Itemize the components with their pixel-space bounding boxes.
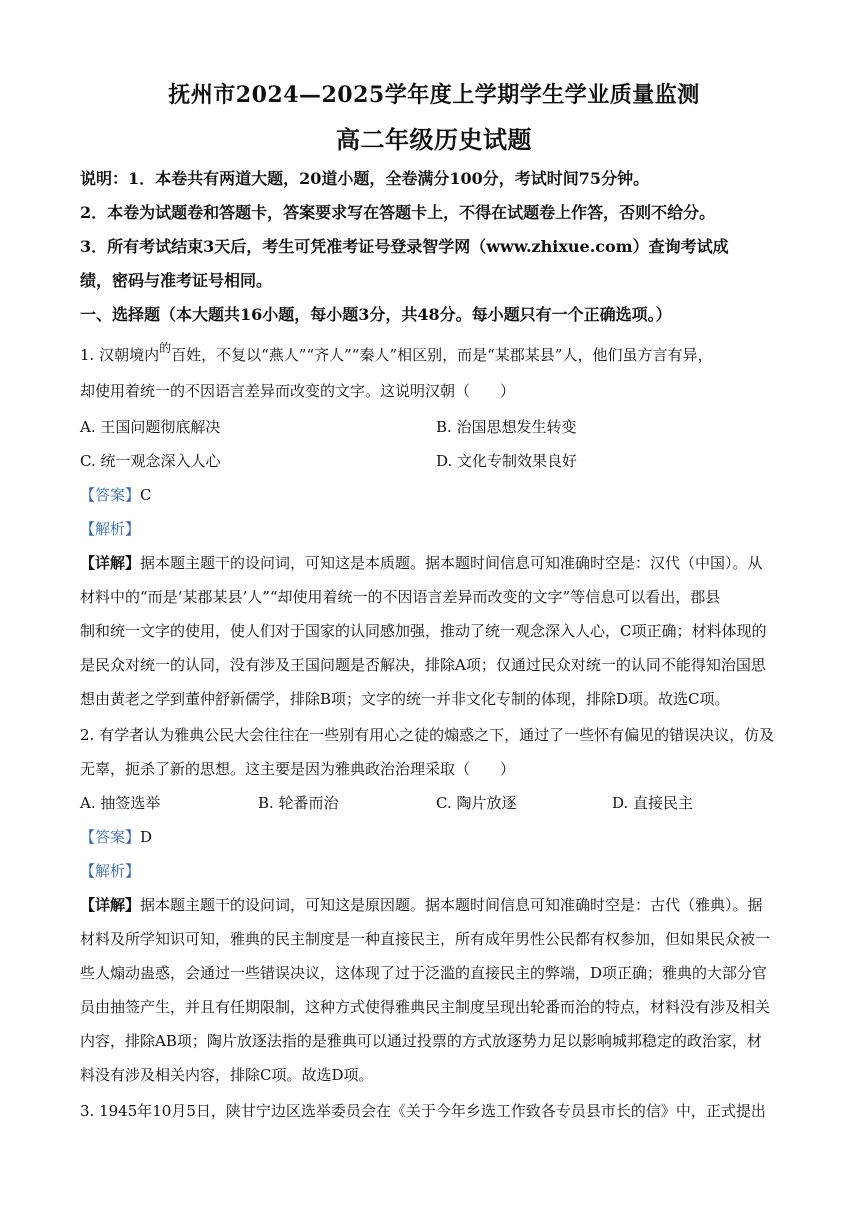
q1-detail-line4: 是民众对统一的认同，没有涉及王国问题是否解决，排除A项；仅通过民众对统一的认同不能得知治国思 xyxy=(80,656,766,674)
q1-option-a: A. 王国问题彻底解决 xyxy=(80,418,221,436)
q2-detail-line1 xyxy=(80,894,790,915)
q2-analysis-label: 【解析】 xyxy=(80,862,141,880)
q2-answer-value: D xyxy=(140,828,153,846)
q1-answer-value: C xyxy=(140,486,152,504)
q1-detail-text: 据本题主题干的设问词，可知这是本质题。据本题时间信息可知准确时空是：汉代（中国）。从 xyxy=(140,554,763,572)
section-heading: 一、选择题（本大题共16小题，每小题3分，共48分。每小题只有一个正确选项。） xyxy=(80,305,672,324)
q1-detail-line5: 想由黄老之学到董仲舒新儒学，排除B项；文字的统一并非文化专制的体现，排除D项。故选C项。 xyxy=(80,690,730,708)
note-3: 3．所有考试结束3天后，考生可凭准考证号登录智学网（www.zhixue.com）查询考试成 xyxy=(80,237,729,256)
note-4: 绩，密码与准考证号相同。 xyxy=(80,271,273,290)
q2-answer-label: 【答案】 xyxy=(80,828,141,846)
q1-detail-line2: 材料中的“而是‘某郡某县’人”“却使用着统一的不因语言差异而改变的文字”等信息可以看出，郡县 xyxy=(80,588,721,606)
q2-detail-text: 据本题主题干的设问词，可知这是原因题。据本题时间信息可知准确时空是：古代（雅典）。据 xyxy=(140,896,763,914)
q2-answer xyxy=(80,826,790,847)
note-1: 说明：1．本卷共有两道大题，20道小题，全卷满分100分，考试时间75分钟。 xyxy=(80,169,650,188)
q1-stem-line2: 却使用着统一的不因语言差异而改变的文字。这说明汉朝（ ） xyxy=(80,382,516,400)
q2-option-d: D. 直接民主 xyxy=(612,794,694,812)
q1-stem-part-a: 1. 汉朝境内 xyxy=(80,346,160,364)
exam-title: 抚州市2024—2025学年度上学期学生学业质量监测 xyxy=(168,82,700,108)
q2-detail-label: 【详解】 xyxy=(80,896,141,914)
q1-stem-line1 xyxy=(80,341,790,365)
q2-stem-line1: 2. 有学者认为雅典公民大会往往在一些别有用心之徒的煽惑之下，通过了一些怀有偏见的错误决议，仿及 xyxy=(80,726,775,744)
q1-detail-line3: 制和统一文字的使用，使人们对于国家的认同感加强，推动了统一观念深入人心，C项正确；材料体现的 xyxy=(80,622,767,640)
q2-analysis xyxy=(80,860,790,881)
q3-stem-line1: 3. 1945年10月5日，陕甘宁边区选举委员会在《关于今年乡选工作致各专员县市长的信》中，正式提出 xyxy=(80,1102,766,1120)
q2-detail-line3: 些人煽动蛊惑，会通过一些错误决议，这体现了过于泛滥的直接民主的弊端，D项正确；雅典的大部分官 xyxy=(80,964,768,982)
q2-detail-line4: 员由抽签产生，并且有任期限制，这种方式使得雅典民主制度呈现出轮番而治的特点，材料没有涉及相关 xyxy=(80,998,771,1016)
note-2: 2．本卷为试题卷和答题卡，答案要求写在答题卡上，不得在试题卷上作答，否则不给分。 xyxy=(80,203,716,222)
q2-option-a: A. 抽签选举 xyxy=(80,794,161,812)
q1-detail-label: 【详解】 xyxy=(80,554,141,572)
q1-option-d: D. 文化专制效果良好 xyxy=(436,452,578,470)
q1-option-b: B. 治国思想发生转变 xyxy=(436,418,577,436)
q1-answer-label: 【答案】 xyxy=(80,486,141,504)
q1-option-c: C. 统一观念深入人心 xyxy=(80,452,221,470)
q1-stem-superscript: 的 xyxy=(159,341,172,355)
q2-option-b: B. 轮番而治 xyxy=(258,794,339,812)
q1-detail-line1 xyxy=(80,552,790,573)
q1-answer xyxy=(80,484,790,505)
q1-analysis-label: 【解析】 xyxy=(80,520,141,538)
q1-analysis xyxy=(80,518,790,539)
q2-stem-line2: 无辜，扼杀了新的思想。这主要是因为雅典政治治理采取（ ） xyxy=(80,760,516,778)
q2-detail-line6: 料没有涉及相关内容，排除C项。故选D项。 xyxy=(80,1066,374,1084)
exam-subtitle: 高二年级历史试题 xyxy=(336,125,532,154)
q2-detail-line5: 内容，排除AB项；陶片放逐法指的是雅典可以通过投票的方式放逐势力足以影响城邦稳定的政治家，材 xyxy=(80,1032,762,1050)
q1-stem-part-b: 百姓，不复以“燕人”“齐人”“秦人”相区别，而是“某郡某县”人，他们虽方言有异， xyxy=(171,346,713,364)
q2-detail-line2: 材料及所学知识可知，雅典的民主制度是一种直接民主，所有成年男性公民都有权参加，但如果民众被一 xyxy=(80,930,771,948)
q2-option-c: C. 陶片放逐 xyxy=(436,794,517,812)
